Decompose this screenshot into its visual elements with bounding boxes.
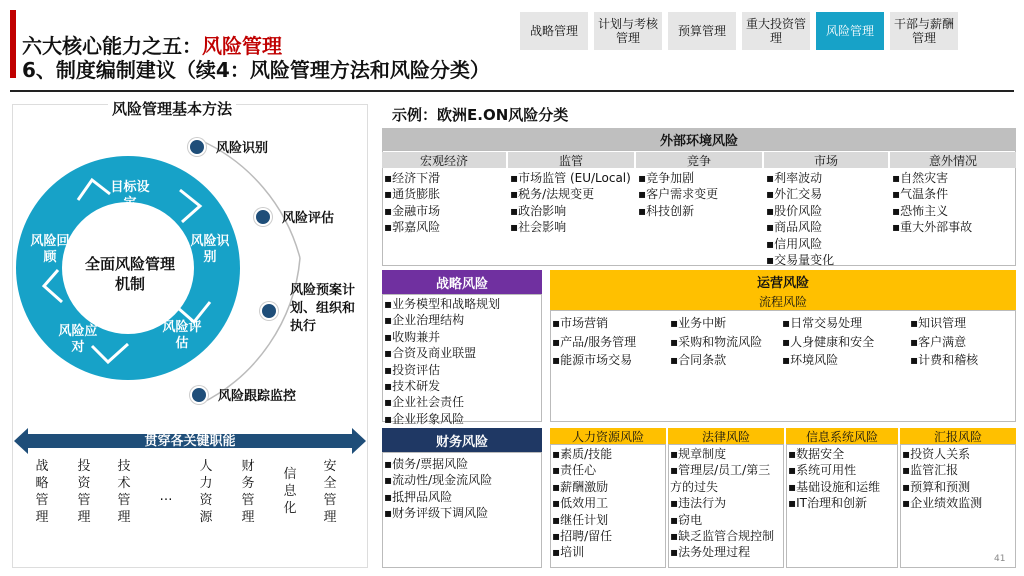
risk-item: ▪金融市场 bbox=[384, 203, 441, 218]
risk-item: ▪窃电 bbox=[670, 512, 703, 527]
function-tech: 技术管理 bbox=[117, 459, 131, 525]
hr-risk-header: 人力资源风险 bbox=[550, 428, 666, 444]
risk-item: ▪培训 bbox=[552, 545, 585, 560]
risk-item: ▪产品/服务管理 bbox=[552, 334, 637, 349]
external-col-accident: 意外情况 bbox=[890, 152, 1016, 168]
risk-item: ▪系统可用性 bbox=[788, 463, 857, 478]
risk-item: ▪客户需求变更 bbox=[638, 187, 719, 202]
cycle-review: 风险回顾 bbox=[30, 234, 70, 265]
risk-item: ▪债务/票据风险 bbox=[384, 457, 469, 471]
function-safety: 安全管理 bbox=[323, 459, 337, 525]
external-items-market bbox=[766, 170, 834, 268]
tab-investment[interactable]: 重大投资管理 bbox=[742, 12, 810, 50]
external-col-regulation: 监管 bbox=[508, 152, 634, 168]
step-identify: 风险识别 bbox=[216, 141, 269, 156]
risk-item: ▪投资评估 bbox=[384, 362, 441, 377]
function-finance: 财务管理 bbox=[241, 459, 255, 525]
external-col-competition: 竞争 bbox=[636, 152, 762, 168]
hr-risk-items bbox=[552, 446, 612, 561]
strategic-items bbox=[384, 296, 500, 427]
risk-item: ▪经济下滑 bbox=[384, 171, 441, 185]
functions-bar-label: 贯穿各关键职能 bbox=[144, 434, 236, 449]
step-dot-3 bbox=[260, 302, 278, 320]
function-hr: 人力资源 bbox=[199, 459, 213, 525]
risk-item: ▪合资及商业联盟 bbox=[384, 346, 477, 361]
risk-item: ▪法务处理过程 bbox=[670, 545, 751, 560]
reporting-risk-items bbox=[902, 446, 982, 512]
cycle-goal: 目标设定 bbox=[110, 180, 150, 211]
external-col-macro: 宏观经济 bbox=[382, 152, 506, 168]
risk-item: ▪企业治理结构 bbox=[384, 313, 465, 328]
risk-item: ▪企业绩效监测 bbox=[902, 496, 983, 511]
process-items-3 bbox=[782, 314, 874, 370]
risk-item: ▪技术研发 bbox=[384, 379, 441, 394]
legal-risk-header: 法律风险 bbox=[668, 428, 784, 444]
risk-item: ▪财务评级下调风险 bbox=[384, 506, 489, 521]
risk-item: ▪继任计划 bbox=[552, 512, 609, 527]
step-monitor: 风险跟踪监控 bbox=[218, 389, 297, 404]
risk-item: ▪科技创新 bbox=[638, 203, 695, 218]
risk-item: ▪郭嘉风险 bbox=[384, 220, 441, 235]
risk-item: ▪日常交易处理 bbox=[782, 316, 863, 330]
risk-item: ▪知识管理 bbox=[910, 316, 967, 330]
risk-item: ▪薪酬激励 bbox=[552, 479, 609, 494]
example-title: 示例：欧洲E.ON风险分类 bbox=[392, 106, 569, 124]
risk-item: ▪抵押品风险 bbox=[384, 489, 453, 504]
risk-item: ▪投资人关系 bbox=[902, 447, 971, 461]
risk-item: ▪重大外部事故 bbox=[892, 220, 973, 235]
risk-item: ▪市场营销 bbox=[552, 316, 609, 330]
risk-item: ▪企业形象风险 bbox=[384, 411, 465, 426]
risk-item: ▪环境风险 bbox=[782, 353, 839, 368]
risk-item: ▪IT治理和创新 bbox=[788, 496, 868, 511]
risk-item: ▪气温条件 bbox=[892, 187, 949, 202]
strategic-risk-header: 战略风险 bbox=[382, 270, 542, 294]
risk-item: ▪外汇交易 bbox=[766, 187, 823, 202]
it-risk-items bbox=[788, 446, 880, 512]
risk-item: ▪交易量变化 bbox=[766, 253, 835, 268]
risk-item: ▪通货膨胀 bbox=[384, 187, 441, 202]
risk-item: ▪基础设施和运维 bbox=[788, 479, 881, 494]
risk-item: ▪能源市场交易 bbox=[552, 353, 633, 368]
core-mechanism: 全面风险管理机制 bbox=[84, 255, 175, 293]
risk-item: ▪数据安全 bbox=[788, 447, 845, 461]
external-risk-header: 外部环境风险 bbox=[382, 128, 1016, 150]
step-dot-4 bbox=[190, 386, 208, 404]
function-strategy: 战略管理 bbox=[35, 459, 49, 525]
function-investment: 投资管理 bbox=[77, 459, 91, 525]
risk-item: ▪社会影响 bbox=[510, 220, 567, 235]
page-title-line2: 6、制度编制建议（续4：风险管理方法和风险分类） bbox=[22, 58, 490, 82]
risk-item: ▪素质/技能 bbox=[552, 447, 613, 461]
tab-budget[interactable]: 预算管理 bbox=[668, 12, 736, 50]
legal-risk-items bbox=[670, 446, 782, 561]
method-title: 风险管理基本方法 bbox=[108, 98, 236, 119]
risk-item: ▪招聘/留任 bbox=[552, 529, 613, 544]
risk-item: ▪商品风险 bbox=[766, 220, 823, 235]
risk-item: ▪股价风险 bbox=[766, 203, 823, 218]
tab-strategy[interactable]: 战略管理 bbox=[520, 12, 588, 50]
tab-planning[interactable]: 计划与考核管理 bbox=[594, 12, 662, 50]
external-items-macro bbox=[384, 170, 440, 236]
risk-item: ▪采购和物流风险 bbox=[670, 334, 763, 349]
risk-item: ▪监管汇报 bbox=[902, 463, 959, 478]
risk-item: ▪业务中断 bbox=[670, 316, 727, 330]
risk-item: ▪恐怖主义 bbox=[892, 203, 949, 218]
risk-item: ▪企业社会责任 bbox=[384, 395, 465, 410]
process-items-4 bbox=[910, 314, 978, 370]
financial-risk-header: 财务风险 bbox=[382, 428, 542, 452]
risk-item: ▪政治影响 bbox=[510, 203, 567, 218]
risk-item: ▪收购兼并 bbox=[384, 329, 441, 344]
risk-item: ▪预算和预测 bbox=[902, 479, 971, 494]
risk-item: ▪合同条款 bbox=[670, 353, 727, 368]
step-dot-1 bbox=[188, 138, 206, 156]
cycle-assess: 风险评估 bbox=[162, 320, 202, 351]
it-risk-header: 信息系统风险 bbox=[786, 428, 898, 444]
risk-item: ▪低效用工 bbox=[552, 496, 609, 511]
risk-item: ▪管理层/员工/第三方的过失 bbox=[670, 463, 771, 494]
risk-item: ▪违法行为 bbox=[670, 496, 727, 511]
risk-item: ▪流动性/现金流风险 bbox=[384, 473, 493, 488]
risk-item: ▪市场监管 (EU/Local) bbox=[510, 171, 631, 185]
step-dot-2 bbox=[254, 208, 272, 226]
operational-risk-header: 运营风险 bbox=[550, 270, 1016, 292]
external-col-market: 市场 bbox=[764, 152, 888, 168]
risk-item: ▪客户满意 bbox=[910, 334, 967, 349]
reporting-risk-header: 汇报风险 bbox=[900, 428, 1016, 444]
cycle-respond: 风险应对 bbox=[58, 324, 98, 355]
tab-risk[interactable]: 风险管理 bbox=[816, 12, 884, 50]
risk-item: ▪自然灾害 bbox=[892, 171, 949, 185]
step-plan: 风险预案计划、组织和执行 bbox=[290, 283, 356, 334]
external-items-competition bbox=[638, 170, 718, 219]
page-number: 41 bbox=[994, 554, 1006, 564]
process-items-1 bbox=[552, 314, 636, 370]
risk-item: ▪计费和稽核 bbox=[910, 353, 979, 368]
risk-item: ▪缺乏监管合规控制 bbox=[670, 529, 775, 544]
external-items-regulation bbox=[510, 170, 631, 236]
cycle-identify: 风险识别 bbox=[190, 234, 230, 265]
function-it: 信息化 bbox=[283, 467, 297, 516]
risk-item: ▪竞争加剧 bbox=[638, 171, 695, 185]
process-risk-header: 流程风险 bbox=[550, 292, 1016, 310]
external-items-accident bbox=[892, 170, 972, 236]
risk-item: ▪税务/法规变更 bbox=[510, 187, 595, 202]
risk-item: ▪利率波动 bbox=[766, 171, 823, 185]
function-ellipsis: … bbox=[159, 489, 173, 504]
risk-item: ▪规章制度 bbox=[670, 447, 727, 461]
tab-cadre[interactable]: 干部与薪酬管理 bbox=[890, 12, 958, 50]
risk-item: ▪责任心 bbox=[552, 463, 597, 478]
risk-item: ▪人身健康和安全 bbox=[782, 334, 875, 349]
title-prefix: 六大核心能力之五： bbox=[22, 34, 202, 58]
risk-item: ▪业务模型和战略规划 bbox=[384, 297, 501, 311]
title-highlight: 风险管理 bbox=[202, 34, 282, 58]
process-items-2 bbox=[670, 314, 762, 370]
risk-item: ▪信用风险 bbox=[766, 236, 823, 251]
financial-items bbox=[384, 456, 492, 522]
step-assess: 风险评估 bbox=[282, 211, 335, 226]
